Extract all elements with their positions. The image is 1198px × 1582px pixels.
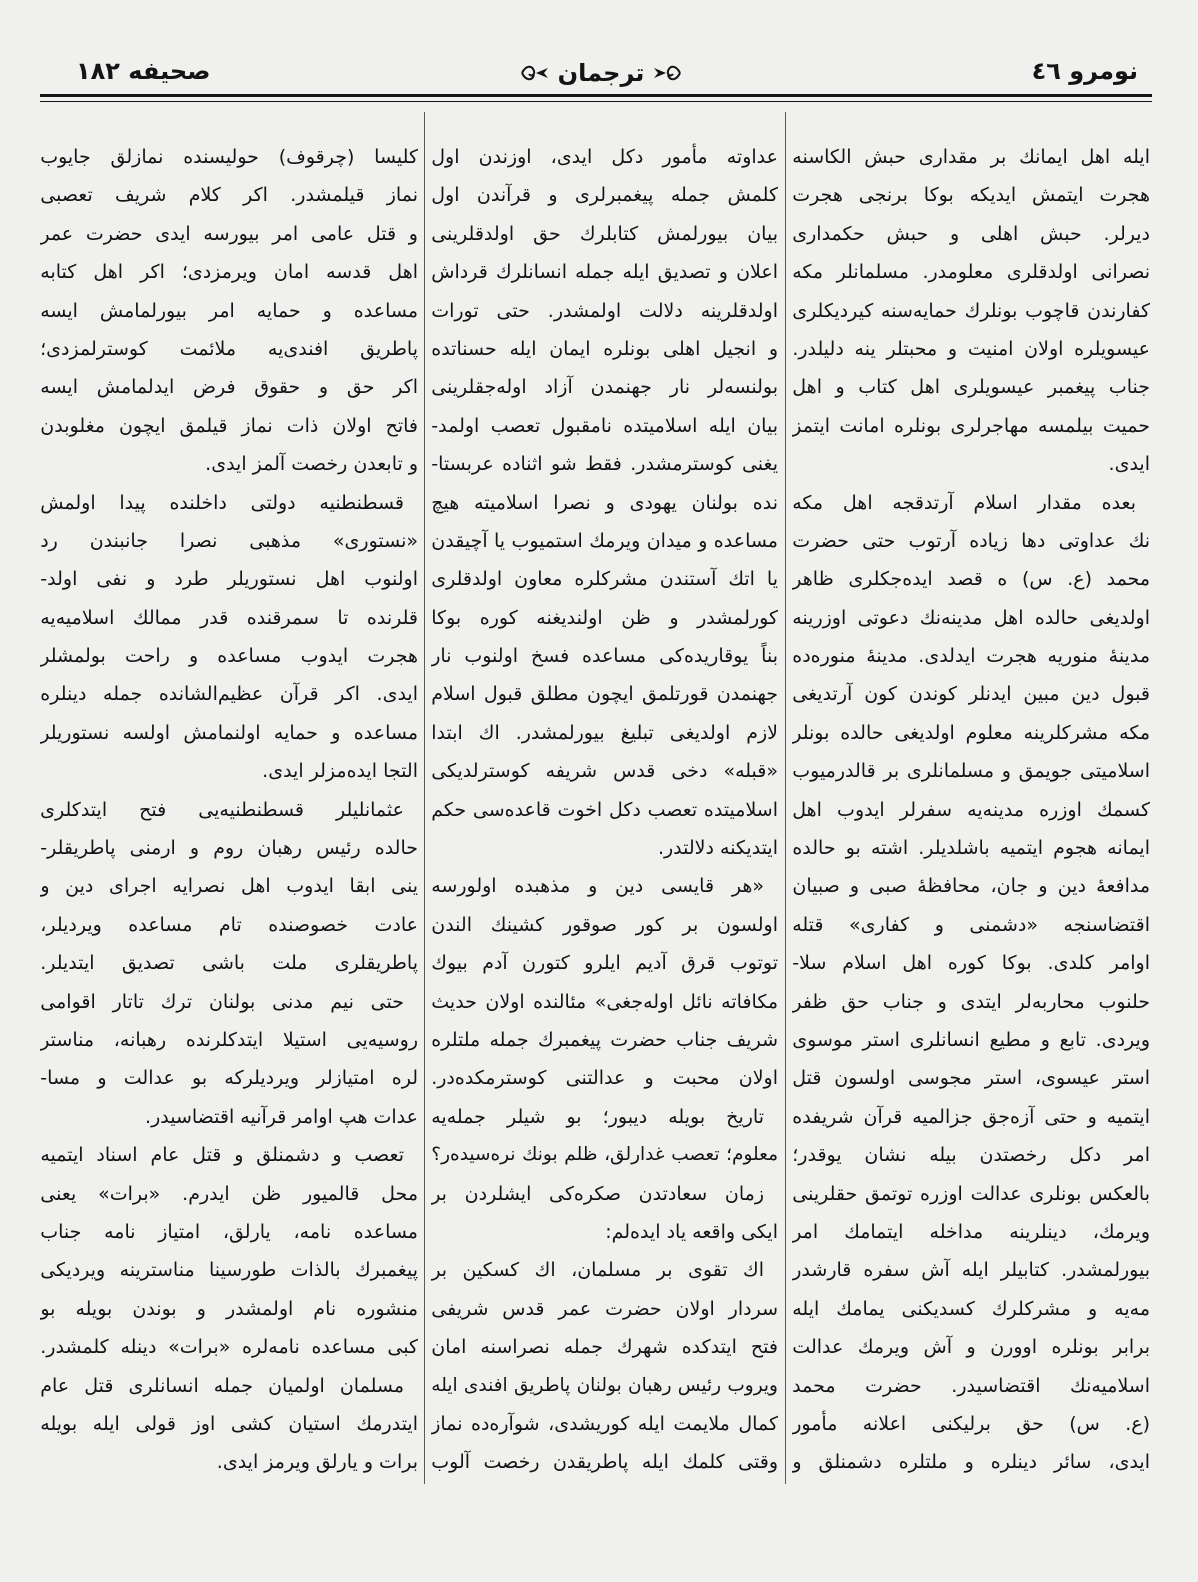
text-line: استر عیسوی، استر مجوسی اولسون قتل <box>792 1067 1150 1090</box>
text-line: «قبله» دخی قدس شریفه کوسترلدیکی <box>431 760 778 783</box>
text-line: کلمش جمله پیغمبرلری و قرآندن اول <box>431 184 778 207</box>
text-line: بیان ایله اسلامیتده نامقبول تعصب اولمد- <box>431 414 778 437</box>
text-line: اسلامیه‌نك اقتضاسیدر. حضرت محمد <box>792 1374 1150 1397</box>
text-line: دیرلر. حبش اهلی و حبش حکمداری <box>792 222 1150 245</box>
text-line: برابر بونلره اوورن و آش ویرمك عدالت <box>792 1336 1150 1359</box>
text-line: نك عداوتی دها زیاده آرتوب حتی حضرت <box>792 529 1150 552</box>
text-line: جهنمدن قورتلمق ایچون مطلق قبول اسلام <box>431 683 778 706</box>
text-line: ایکی واقعه یاد ایده‌لم: <box>605 1220 778 1243</box>
fleuron-right-icon <box>652 62 682 84</box>
text-line: مدافعهٔ دین و جان، محافظهٔ صبی و صبیان <box>792 875 1150 898</box>
text-line: محل قالمیور ظن ایدرم. «برات» یعنی <box>40 1182 418 1205</box>
text-line: ایتمیه و حتی آزه‌جق جزالمیه قرآن شریفده <box>792 1105 1150 1128</box>
text-line: و قتل عامی امر بیورسه ایدی حضرت عمر <box>40 222 418 245</box>
text-line: و انجیل اهلی بونلره ایمان ایله حسناتده <box>431 337 778 360</box>
text-line: مساعده نامه، یارلق، امتیاز نامه جناب <box>40 1220 418 1243</box>
text-line: مدینهٔ منوریه هجرت ایدلدی. مدینهٔ منوره‌ده <box>792 645 1150 668</box>
column-divider-left <box>424 112 425 1484</box>
text-line: بعده مقدار اسلام آرتدقجه اهل مکه <box>792 491 1136 514</box>
column-3 <box>40 138 418 1482</box>
text-line: اسلامیتی جویمق و مسلمانلری بر قالدرمیوب <box>792 760 1150 783</box>
text-line: حالده رئیس رهبان روم و ارمنی پاطریقلر- <box>40 837 418 860</box>
text-line: قلرنده تا سمرقنده قدر ممالك اسلامیه‌یه <box>40 606 418 629</box>
text-line: هجرت ایتمش ایدیکه بوکا برنجی هجرت <box>792 184 1150 207</box>
text-line: اهل قدسه امان ویرمزدی؛ اکر اهل کتابه <box>40 261 418 284</box>
text-line: ایمانه هجوم ایتمیه باشلدیلر. اشته بو حالده <box>792 837 1150 860</box>
text-line: اکر حق و حقوق فرض ایدلمامش ایسه <box>40 376 418 399</box>
text-line: حتی نیم مدنی بولنان ترك تاتار اقوامی <box>40 990 404 1013</box>
text-line: عدات هپ اوامر قرآنیه اقتضاسیدر. <box>145 1105 418 1128</box>
text-line: معلوم؛ تعصب غدارلق، ظلم بونك نره‌سیده‌ر؟ <box>431 1144 778 1166</box>
text-line: اك تقوی بر مسلمان، اك کسکین بر <box>431 1259 764 1282</box>
text-line: پاطریقلری ملت باشی تصدیق ایتدیلر. <box>40 952 418 975</box>
text-line: شریف جناب حضرت پیغمبرك جمله ملتلره <box>431 1028 778 1051</box>
text-line: ویروب رئیس رهبان بولنان پاطریق افندی ایله <box>431 1374 778 1396</box>
text-line: التجا ایده‌مزلر ایدی. <box>262 760 418 783</box>
text-line: بیورلمشدر. کتابیلر ایله آش سفره قارشدر <box>792 1259 1150 1282</box>
text-line: قسطنطنیه دولتی داخلنده پیدا اولمش <box>40 491 404 514</box>
text-line: اولان محبت و عدالتنی کوسترمکده‌در. <box>431 1067 778 1090</box>
text-line: حمیت بیلمسه مهاجرلری بونلره امانت ایتمز <box>792 414 1150 437</box>
column-1 <box>792 138 1150 1482</box>
text-line: مساعده و حمایه اولنمامش اولسه نستوریلر <box>40 721 418 744</box>
column-2 <box>431 138 778 1482</box>
text-line: مسلمان اولمیان جمله انسانلری قتل عام <box>40 1374 404 1397</box>
text-line: وقتی کلمك ایله پاطریقدن رخصت آلوب <box>431 1451 778 1474</box>
text-line: کبی مساعده نامه‌لره «برات» دینله کلمشدر. <box>40 1336 418 1359</box>
text-line: و تابعدن رخصت آلمز ایدی. <box>205 453 418 476</box>
text-line: کمال ملایمت ایله کوریشدی، شوآره‌ده نماز <box>431 1412 778 1435</box>
text-line: کورلمشدر و ظن اولندیغنه کوره بوکا <box>431 606 778 629</box>
text-line: زمان سعادتدن صکره‌کی ایشلردن بر <box>431 1182 764 1205</box>
text-line: پیغمبرك بالذات طورسینا مناسترینه ویردیکی <box>40 1259 418 1282</box>
text-line: اعلان و تصدیق ایله جمله انسانلرك قرداش <box>431 261 778 284</box>
text-line: ویرمك، دینلرینه مداخله ایتمامك امر <box>792 1220 1150 1243</box>
text-line: روسیه‌یی استیلا ایتدکلرنده رهبانه، مناستر <box>40 1028 418 1051</box>
text-line: اسلامیتده تعصب دکل اخوت قاعده‌سی حکم <box>431 798 778 821</box>
text-line: ایله اهل ایمانك بر مقداری حبش الکاسنه <box>792 146 1150 168</box>
column-divider-right <box>785 112 786 1484</box>
text-line: مکه مشرکلرینه معلوم اولدیغی حالده بونلر <box>792 721 1150 744</box>
text-line: اولنوب اهل نستوریلر طرد و نفی اولد- <box>40 568 418 591</box>
text-line: ایدی. اکر قرآن عظیم‌الشانده جمله دینلره <box>40 683 418 706</box>
text-line: مکافاته نائل اوله‌جغی» مئالنده اولان حدیث <box>431 990 778 1013</box>
text-line: محمد (ع. س) ه قصد ایده‌جکلری ظاهر <box>792 568 1150 591</box>
text-line: عادت خصوصنده تام مساعده ویردیلر، <box>40 913 418 936</box>
text-line: ینی ابقا ایدوب اهل نصرایه اجرای دین و <box>40 875 418 898</box>
text-line: توتوب قرق آدیم ایلرو کتورن آدم بیوك <box>431 952 778 975</box>
text-line: «هر قایسی دین و مذهبده اولورسه <box>431 875 764 898</box>
text-line: عداوته مأمور دکل ایدی، اوزندن اول <box>431 146 778 168</box>
issue-number: نومرو ٤٦ <box>1031 57 1138 85</box>
text-line: کلیسا (چرقوف) حولیسنده نمازلق جایوب <box>40 146 418 168</box>
text-line: جناب پیغمبر عیسویلری اهل کتاب و اهل <box>792 376 1150 399</box>
text-line: لره امتیازلر ویردیلرکه بو عدالت و مسا- <box>40 1067 418 1090</box>
text-line: امر دکل رخصتدن بیله نشان یوقدر؛ <box>792 1144 1150 1167</box>
text-line: بولنسه‌لر نار جهنمدن آزاد اوله‌جقلرینی <box>431 376 778 399</box>
fleuron-left-icon <box>520 62 550 84</box>
text-line: اولدیغی حالده اهل مدینه‌نك دعوتی اوزرینه <box>792 606 1150 629</box>
text-line: اولدقلرینه دلالت اولمشدر. حتی تورات <box>431 299 778 322</box>
text-line: فتح ایتدکده شهرك جمله نصراسنه امان <box>431 1336 778 1359</box>
text-line: اولسون بر کور صوقور کشینك الندن <box>431 913 778 936</box>
text-line: اوامر کلدی. بوکا کوره اهل اسلام سلا- <box>792 952 1150 975</box>
text-line: اقتضاسنجه «دشمنی و کفاری» قتله <box>792 913 1150 936</box>
text-line: عیسویلره اولان امنیت و محبتلر ینه دلیلدر. <box>792 337 1150 360</box>
text-line: عثمانلیلر قسطنطنیه‌یی فتح ایتدکلری <box>40 798 404 821</box>
text-line: یا اتك آستندن مشرکلره معاون اولدقلری <box>431 568 778 591</box>
text-line: ایتدرمك استیان کشی اوز قولی ایله بویله <box>40 1412 418 1435</box>
text-line: (ع. س) حق برلیکنی اعلانه مأمور <box>792 1412 1150 1435</box>
text-line: ایدی، سائر دینلره و ملتلره دشمنلق و <box>792 1451 1150 1474</box>
newspaper-title: ترجمان <box>557 59 645 87</box>
text-line: یغنی کوسترمشدر. فقط شو اثناده عربستا- <box>431 453 778 476</box>
header-rule <box>40 94 1152 97</box>
text-line: فاتح اولان ذات نماز قیلمق ایچون مغلوبدن <box>40 414 418 437</box>
text-line: تعصب و دشمنلق و قتل عام اسناد ایتمیه <box>40 1144 404 1167</box>
text-line: سردار اولان حضرت عمر قدس شریفی <box>431 1297 778 1320</box>
text-line: کسمك اوزره مدینه‌یه سفرلر ایدوب اهل <box>792 798 1150 821</box>
text-line: قبول دین مبین ایدنلر کوندن کون آرتدیغی <box>792 683 1150 706</box>
text-line: مه‌یه و مشرکلرك کسدیکنی یمامك ایله <box>792 1297 1150 1320</box>
text-line: تاریخ بویله دیبور؛ بو شیلر جمله‌یه <box>431 1105 764 1128</box>
text-line: مساعده و میدان ویرمك استمیوب یا آچیقدن <box>431 529 778 552</box>
text-line: هجرت ایدوب مساعده و راحت بولمشلر <box>40 645 418 668</box>
text-line: ویردی. تابع و مطیع انسانلری استر موسوی <box>792 1028 1150 1051</box>
masthead <box>520 56 682 90</box>
text-line: کفارندن قاچوب بونلرك حمایه‌سنه کیردیکلری <box>792 299 1150 322</box>
text-line: بیان بیورلمش کتابلرك حق اولدقلرینی <box>431 222 778 245</box>
text-line: ایتدیکنه دلالتدر. <box>657 837 778 860</box>
text-line: «نستوری» مذهبی نصرا جانبندن رد <box>40 529 418 552</box>
text-line: بناً یوقاریده‌کی مساعده فسخ اولنوب نار <box>431 645 778 668</box>
text-line: بالعکس بونلری عدالت اوزره توتمق حقلرینی <box>792 1182 1150 1205</box>
text-line: مساعده و حمایه امر بیورلمامش ایسه <box>40 299 418 322</box>
text-line: نصرانی اولدقلری معلومدر. مسلمانلر مکه <box>792 261 1150 284</box>
text-line: حلنوب محاربه‌لر ایتدی و جناب حق ظفر <box>792 990 1150 1013</box>
page-number: صحیفه ١٨٢ <box>76 57 211 85</box>
text-line: نده بولنان یهودی و نصرا اسلامیته هیچ <box>431 491 778 514</box>
text-line: پاطریق افندی‌یه ملائمت کوسترلمزدی؛ <box>40 337 418 360</box>
text-line: برات و یارلق ویرمز ایدی. <box>216 1451 418 1474</box>
text-line: منشوره نام اولمشدر و بوندن بویله بو <box>40 1297 418 1320</box>
text-line: نماز قیلمشدر. اکر کلام شریف تعصبی <box>40 184 418 207</box>
header-rule-thin <box>40 101 1152 102</box>
text-line: ایدی. <box>1108 453 1150 476</box>
text-line: لازم اولدیغی تبلیغ بیورلمشدر. اك ابتدا <box>431 721 778 744</box>
